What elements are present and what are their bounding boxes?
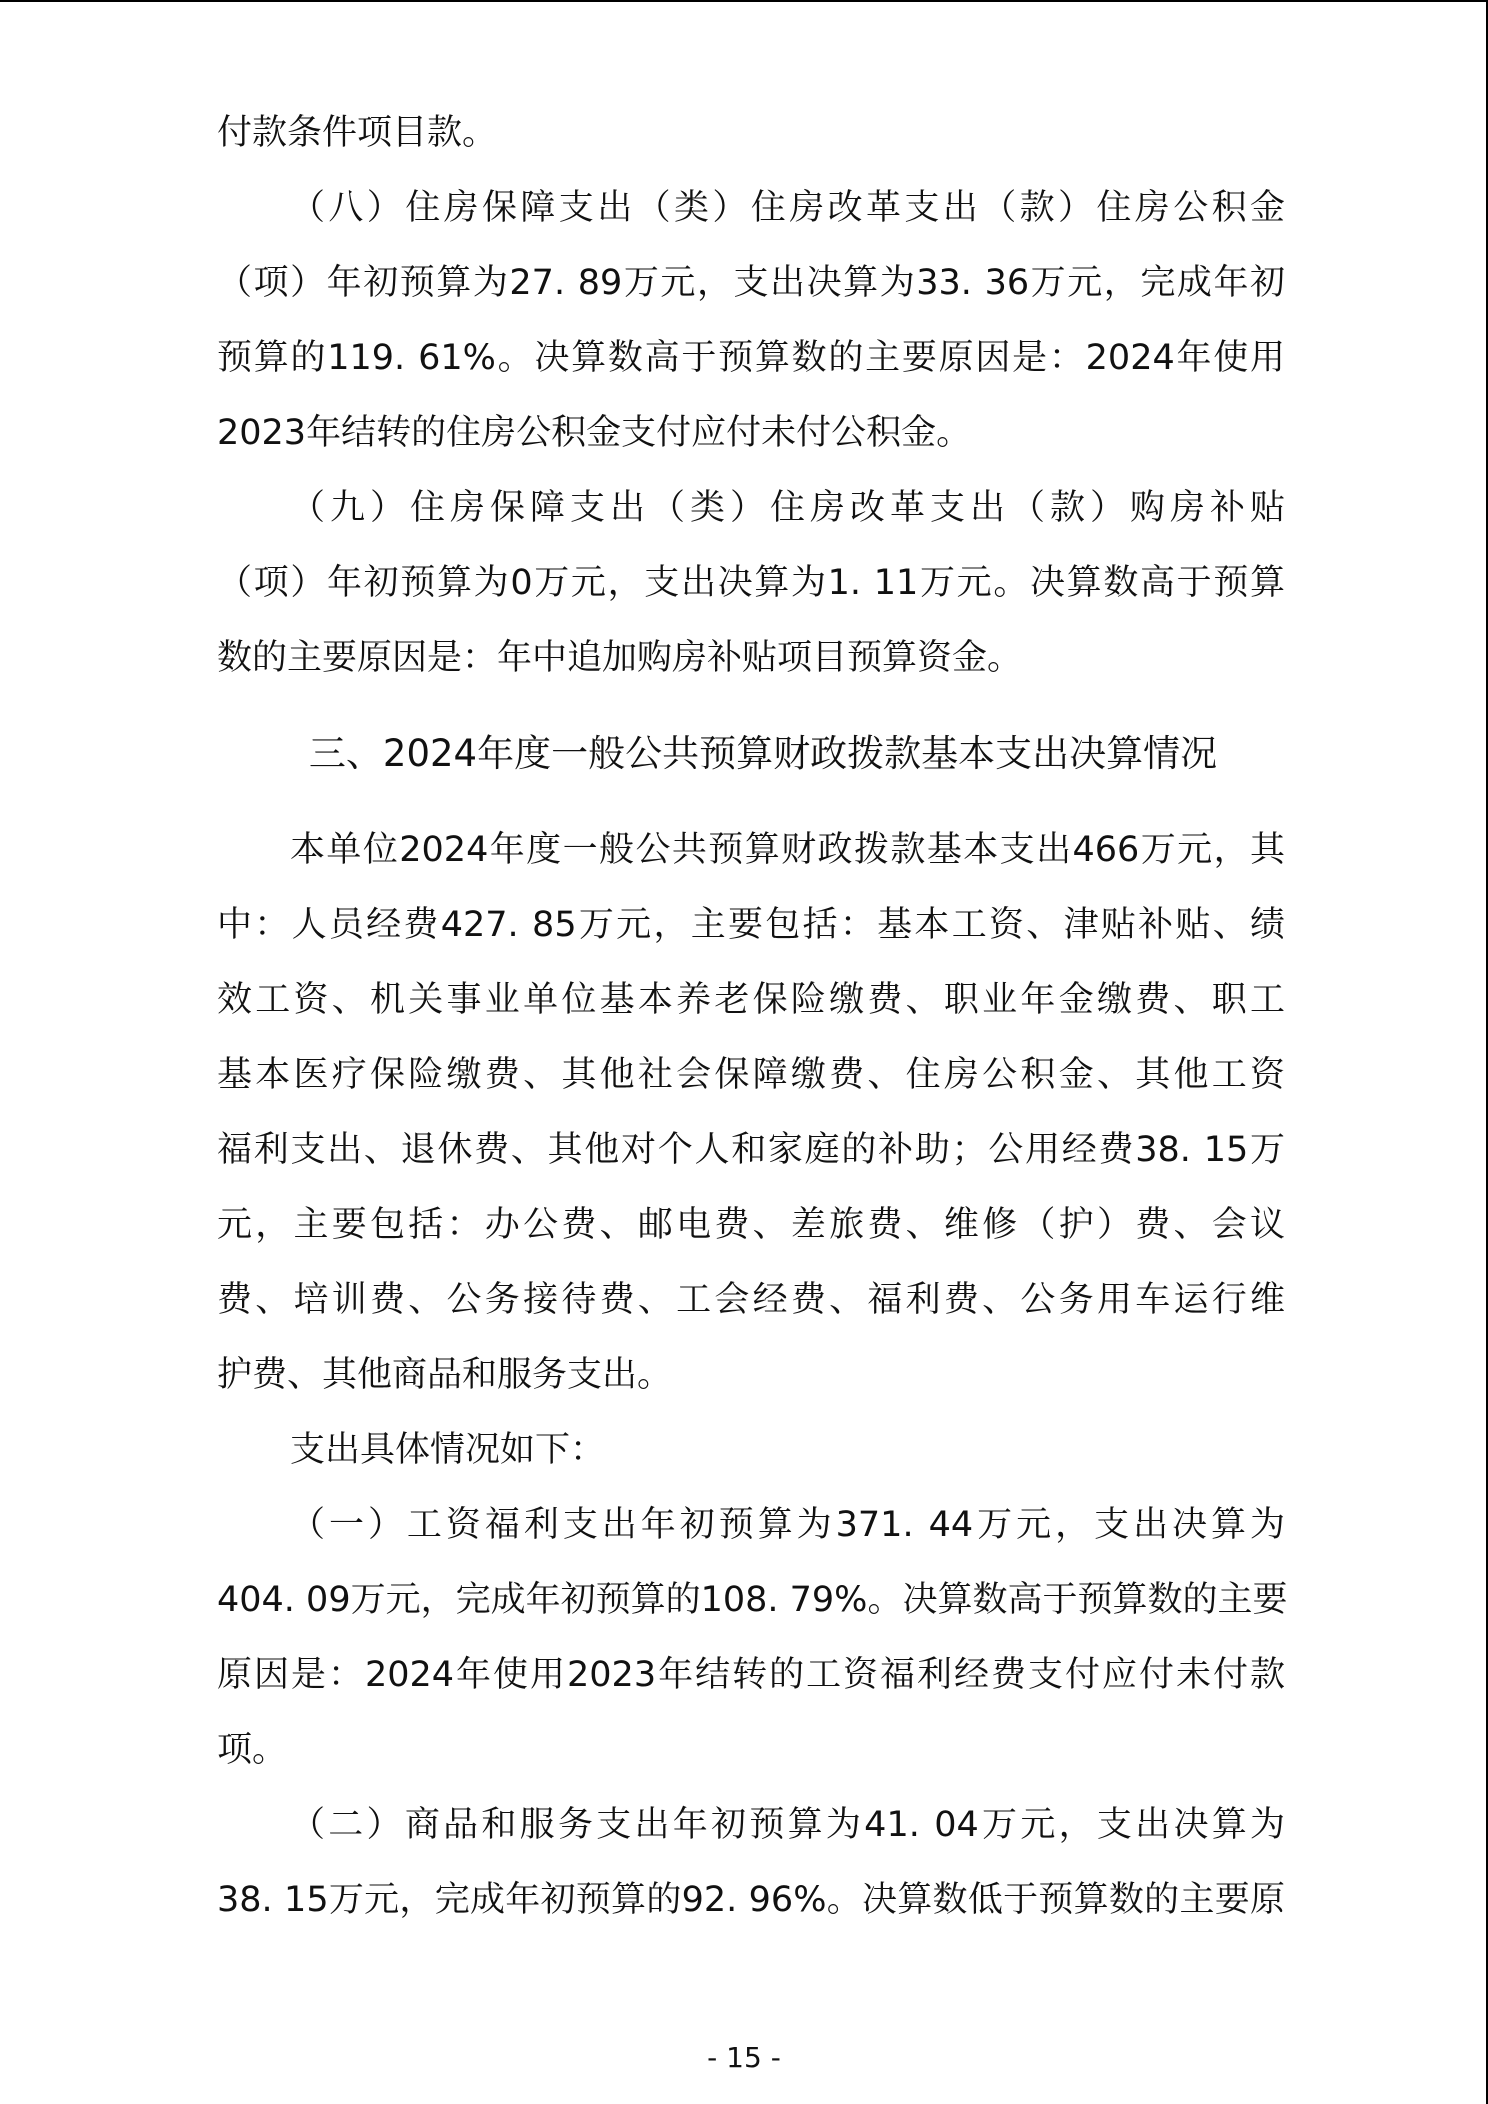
- paragraph-item-8: [217, 171, 1285, 471]
- page-number: - 15 -: [707, 2041, 781, 2074]
- paragraph-continuation: [217, 96, 1285, 171]
- section-heading: 三、2024年度一般公共预算财政拨款基本支出决算情况: [308, 732, 1218, 775]
- paragraph-item-2: [217, 1788, 1285, 1938]
- text-line: （八）住房保障支出（类）住房改革支出（款）住房公积金: [290, 188, 1285, 228]
- text-line: 原因是：2024年使用2023年结转的工资福利经费支付应付未付款: [217, 1655, 1285, 1695]
- paragraph-item-9: [217, 471, 1285, 696]
- text-line: 效工资、机关事业单位基本养老保险缴费、职业年金缴费、职工: [217, 980, 1285, 1020]
- text-line: （项）年初预算为27. 89万元，支出决算为33. 36万元，完成年初: [217, 263, 1285, 303]
- paragraph-item-1: [217, 1488, 1288, 1788]
- text-line: 福利支出、退休费、其他对个人和家庭的补助；公用经费38. 15万: [217, 1130, 1285, 1170]
- text-line: 费、培训费、公务接待费、工会经费、福利费、公务用车运行维: [217, 1280, 1285, 1320]
- text-line: 付款条件项目款。: [217, 113, 498, 153]
- text-line: （九）住房保障支出（类）住房改革支出（款）购房补贴: [290, 488, 1285, 528]
- text-line: 预算的119. 61%。决算数高于预算数的主要原因是：2024年使用: [217, 338, 1285, 378]
- document-body: [217, 96, 1288, 1938]
- text-line: 数的主要原因是：年中追加购房补贴项目预算资金。: [217, 638, 1023, 678]
- text-line: 护费、其他商品和服务支出。: [217, 1355, 673, 1395]
- paragraph-details-intro: [217, 1413, 1285, 1488]
- text-line: 38. 15万元，完成年初预算的92. 96%。决算数低于预算数的主要原: [217, 1880, 1285, 1920]
- text-line: 支出具体情况如下：: [290, 1430, 606, 1470]
- text-line: 2023年结转的住房公积金支付应付未付公积金。: [217, 413, 972, 453]
- text-line: 本单位2024年度一般公共预算财政拨款基本支出466万元，其: [290, 830, 1285, 870]
- text-line: 中：人员经费427. 85万元，主要包括：基本工资、津贴补贴、绩: [217, 905, 1285, 945]
- text-line: （项）年初预算为0万元，支出决算为1. 11万元。决算数高于预算: [217, 563, 1285, 603]
- text-line: 项。: [217, 1730, 288, 1770]
- text-line: （二）商品和服务支出年初预算为41. 04万元，支出决算为: [290, 1805, 1285, 1845]
- text-line: 基本医疗保险缴费、其他社会保障缴费、住房公积金、其他工资: [217, 1055, 1285, 1095]
- text-line: 元，主要包括：办公费、邮电费、差旅费、维修（护）费、会议: [217, 1205, 1285, 1245]
- text-line: （一）工资福利支出年初预算为371. 44万元，支出决算为: [290, 1505, 1285, 1545]
- text-line: 404. 09万元，完成年初预算的108. 79%。决算数高于预算数的主要: [217, 1580, 1288, 1620]
- paragraph-intro: [217, 813, 1285, 1413]
